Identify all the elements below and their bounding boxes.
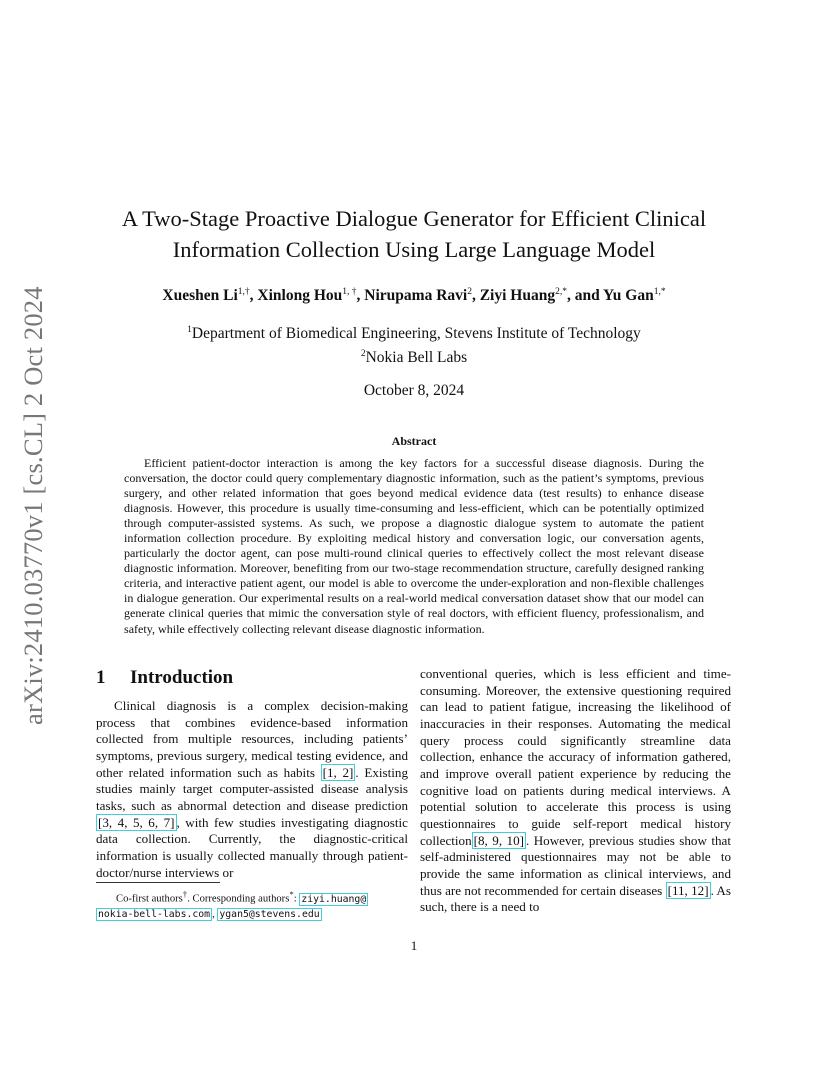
footnote-mark: † bbox=[182, 889, 188, 899]
arxiv-identifier: arXiv:2410.03770v1 [cs.CL] 2 Oct 2024 bbox=[18, 286, 48, 725]
email-link[interactable]: ziyi.huang@ bbox=[301, 893, 367, 905]
footnote-mark: * bbox=[289, 889, 294, 899]
section-title: Introduction bbox=[130, 667, 234, 688]
page-number: 1 bbox=[410, 938, 418, 953]
abstract-body: Efficient patient-doctor interaction is among the key factors for a successful disease diagnosis. During the conversation, the doctor could query complementary diagnostic information, such as the patient’s symptoms, previous surgery, and other related information that goes beyond medical evidence data (test results) to enhance disease diagnosis. However, this procedure is usually time-consuming and less-efficient, which can be potentially optimized through computer-assisted systems. As such, we propose a diagnostic dialogue system to automate the patient information collection procedure. By exploiting medical history and conversation logic, our conversation agents, particularly the doctor agent, can pose multi-round clinical queries to effectively collect the most relevant disease diagnostic information. Moreover, benefiting from our two-stage recommendation structure, carefully designed ranking criteria, and interactive patient agent, our model is able to overcome the under-exploration and non-flexible challenges in dialogue generation. Our experimental results on a real-world medical conversation dataset show that our model can generate clinical queries that mimic the conversation style of real doctors, with efficient fluency, professionalism, and safety, while effectively collecting relevant disease diagnostic information. bbox=[124, 456, 704, 636]
citation-link[interactable]: [8, 9, 10] bbox=[473, 832, 524, 848]
author-name: Nirupama Ravi bbox=[364, 287, 468, 305]
email-link[interactable]: nokia-bell-labs.com bbox=[98, 908, 211, 920]
citation-link[interactable]: [3, 4, 5, 6, 7] bbox=[98, 814, 175, 830]
author-affiliation-mark: 2 bbox=[467, 287, 472, 297]
footnote bbox=[96, 887, 416, 922]
email-link[interactable]: ygan5@stevens.edu bbox=[219, 908, 320, 920]
author-name: Xinlong Hou bbox=[257, 287, 343, 305]
paragraph-text: Clinical diagnosis is a complex decision-making process that combines evidence-based information collected from multiple resources, including patients’ symptoms, previous surgery, medical testing evidence, and other related information such as habits bbox=[96, 698, 408, 780]
footnote-text: . Corresponding authors bbox=[187, 893, 290, 905]
author-affiliation-mark: 1,* bbox=[653, 287, 666, 297]
intro-paragraph-left bbox=[96, 698, 408, 881]
author-separator: , and bbox=[566, 287, 603, 305]
footnote-text: Co-first authors bbox=[116, 893, 183, 905]
affiliation-2 bbox=[60, 344, 768, 368]
title-line-1: A Two-Stage Proactive Dialogue Generator for Efficient Clinical bbox=[121, 206, 707, 231]
citation-link[interactable]: [11, 12] bbox=[667, 882, 709, 898]
paper-title bbox=[90, 203, 738, 265]
paragraph-text: . However, previous studies show that self-administered questionnaires may not be able to provide the same information as clinical interviews, and thus are not recommended for certain diseases bbox=[420, 832, 731, 898]
paper-date: October 8, 2024 bbox=[363, 382, 465, 399]
affiliation-mark: 2 bbox=[360, 349, 366, 360]
section-heading bbox=[96, 666, 408, 690]
title-line-2: Information Collection Using Large Language Model bbox=[172, 237, 656, 262]
paragraph-text: , with few studies investigating diagnostic data collection. Currently, the diagnostic-critical information is usually collected manually through patient-doctor/nurse interviews or bbox=[96, 814, 408, 880]
author-name: Xueshen Li bbox=[162, 287, 238, 305]
affiliations bbox=[60, 320, 768, 368]
author-affiliation-mark: 2,* bbox=[555, 287, 567, 297]
author-name: Yu Gan bbox=[603, 287, 654, 305]
paragraph-text: . As such, there is a need to bbox=[420, 882, 731, 915]
right-column bbox=[420, 666, 731, 916]
author-list bbox=[60, 287, 768, 305]
affiliation-1 bbox=[60, 320, 768, 344]
section-number: 1 bbox=[96, 667, 106, 688]
author-name: Ziyi Huang bbox=[479, 287, 556, 305]
abstract-heading: Abstract bbox=[391, 434, 437, 448]
footnote-text: , bbox=[212, 908, 218, 920]
citation-link[interactable]: [1, 2] bbox=[322, 764, 354, 780]
affiliation-mark: 1 bbox=[187, 325, 192, 335]
author-separator: , bbox=[471, 287, 480, 305]
author-separator: , bbox=[249, 287, 258, 305]
paragraph-text: conventional queries, which is less efficient and time-consuming. Moreover, the extensive questioning required can lead to patient fatigue, increasing the likelihood of inaccuracies in their responses. Automating the medical query process could significantly streamline data collection, enhance the accuracy of information gathered, and improve overall patient experience by reducing the cognitive load on patients during medical interviews. A potential solution to accelerate this process is using questionnaires to guide self-report medical history collection bbox=[420, 666, 731, 848]
affiliation-text: Department of Biomedical Engineering, Stevens Institute of Technology bbox=[191, 325, 641, 343]
left-column bbox=[96, 666, 408, 881]
footnote-rule bbox=[96, 882, 220, 883]
abstract-text bbox=[124, 456, 704, 637]
author-affiliation-mark: 1,† bbox=[237, 287, 250, 297]
author-affiliation-mark: 1, † bbox=[342, 287, 357, 297]
paragraph-text: . Existing studies mainly target computer-assisted disease analysis tasks, such as abnormal detection and disease prediction bbox=[96, 764, 408, 813]
footnote-text: : bbox=[293, 893, 300, 905]
affiliation-text: Nokia Bell Labs bbox=[365, 349, 468, 367]
author-separator: , bbox=[356, 287, 365, 305]
